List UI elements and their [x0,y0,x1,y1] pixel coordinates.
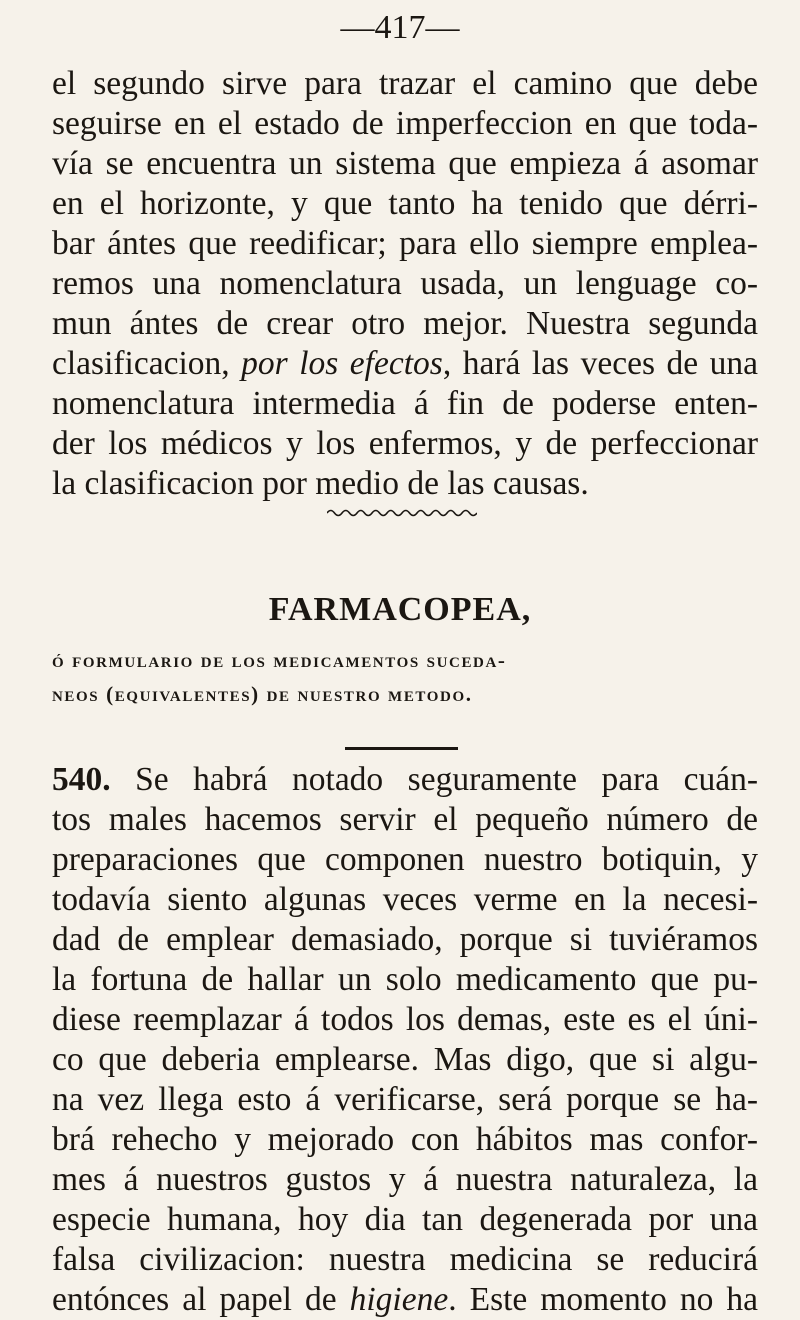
text-line: la fortuna de hallar un solo medicamento que pu- [52,961,758,998]
text-segment: Se habrá notado seguramente para cuán- [110,761,758,798]
paragraph-540 [52,760,758,1320]
text-segment: entónces al papel de [52,1281,350,1318]
text-line: mes á nuestros gustos y á nuestra naturaleza, la [52,1161,758,1198]
page-number: —417— [340,9,460,46]
text-line [52,1280,758,1320]
text-line: todavía siento algunas veces verme en la necesi- [52,881,758,918]
subheading-line: ó formulario de los medicamentos suceda- [52,648,507,672]
text-line [52,344,758,384]
text-line: falsa civilizacion: nuestra medicina se reducirá [52,1241,758,1278]
text-line: nomenclatura intermedia á fin de poderse enten- [52,385,758,422]
text-line: la clasificacion por medio de las causas. [52,465,589,502]
text-line: dad de emplear demasiado, porque si tuviéramos [52,921,758,958]
text-line: remos una nomenclatura usada, un lenguage co- [52,265,758,302]
text-line: tos males hacemos servir el pequeño número de [52,801,758,838]
horizontal-rule [345,747,458,750]
text-line: seguirse en el estado de imperfeccion en que toda- [52,105,758,142]
paragraph-number: 540. [52,761,111,798]
text-line: brá rehecho y mejorado con hábitos mas confor- [52,1121,758,1158]
text-line: co que deberia emplearse. Mas digo, que si algu- [52,1041,758,1078]
text-line: el segundo sirve para trazar el camino que debe [52,65,758,102]
wavy-divider-ornament [327,508,477,518]
text-line: preparaciones que componen nuestro botiquin, y [52,841,758,878]
text-line: vía se encuentra un sistema que empieza á asomar [52,145,758,182]
text-line: bar ántes que reedificar; para ello siempre emplea- [52,225,758,262]
text-segment: , hará las veces de una [442,345,758,382]
section-heading: FARMACOPEA, [268,591,532,628]
text-line [52,760,758,800]
subheading-line: neos (equivalentes) de nuestro metodo. [52,682,473,706]
italic-word: higiene [349,1281,449,1318]
text-line: der los médicos y los enfermos, y de perfeccionar [52,425,758,462]
text-line: especie humana, hoy dia tan degenerada por una [52,1201,758,1238]
paragraph-intro [52,64,758,504]
text-line: diese reemplazar á todos los demas, este es el úni- [52,1001,758,1038]
section-subheading [52,643,758,711]
text-line: mun ántes de crear otro mejor. Nuestra segunda [52,305,758,342]
text-segment: . Este momento no ha [448,1281,758,1318]
text-segment: clasificacion, [52,345,242,382]
text-line: na vez llega esto á verificarse, será porque se ha- [52,1081,758,1118]
text-line: en el horizonte, y que tanto ha tenido que dérri- [52,185,758,222]
italic-phrase: por los efectos [241,345,443,382]
